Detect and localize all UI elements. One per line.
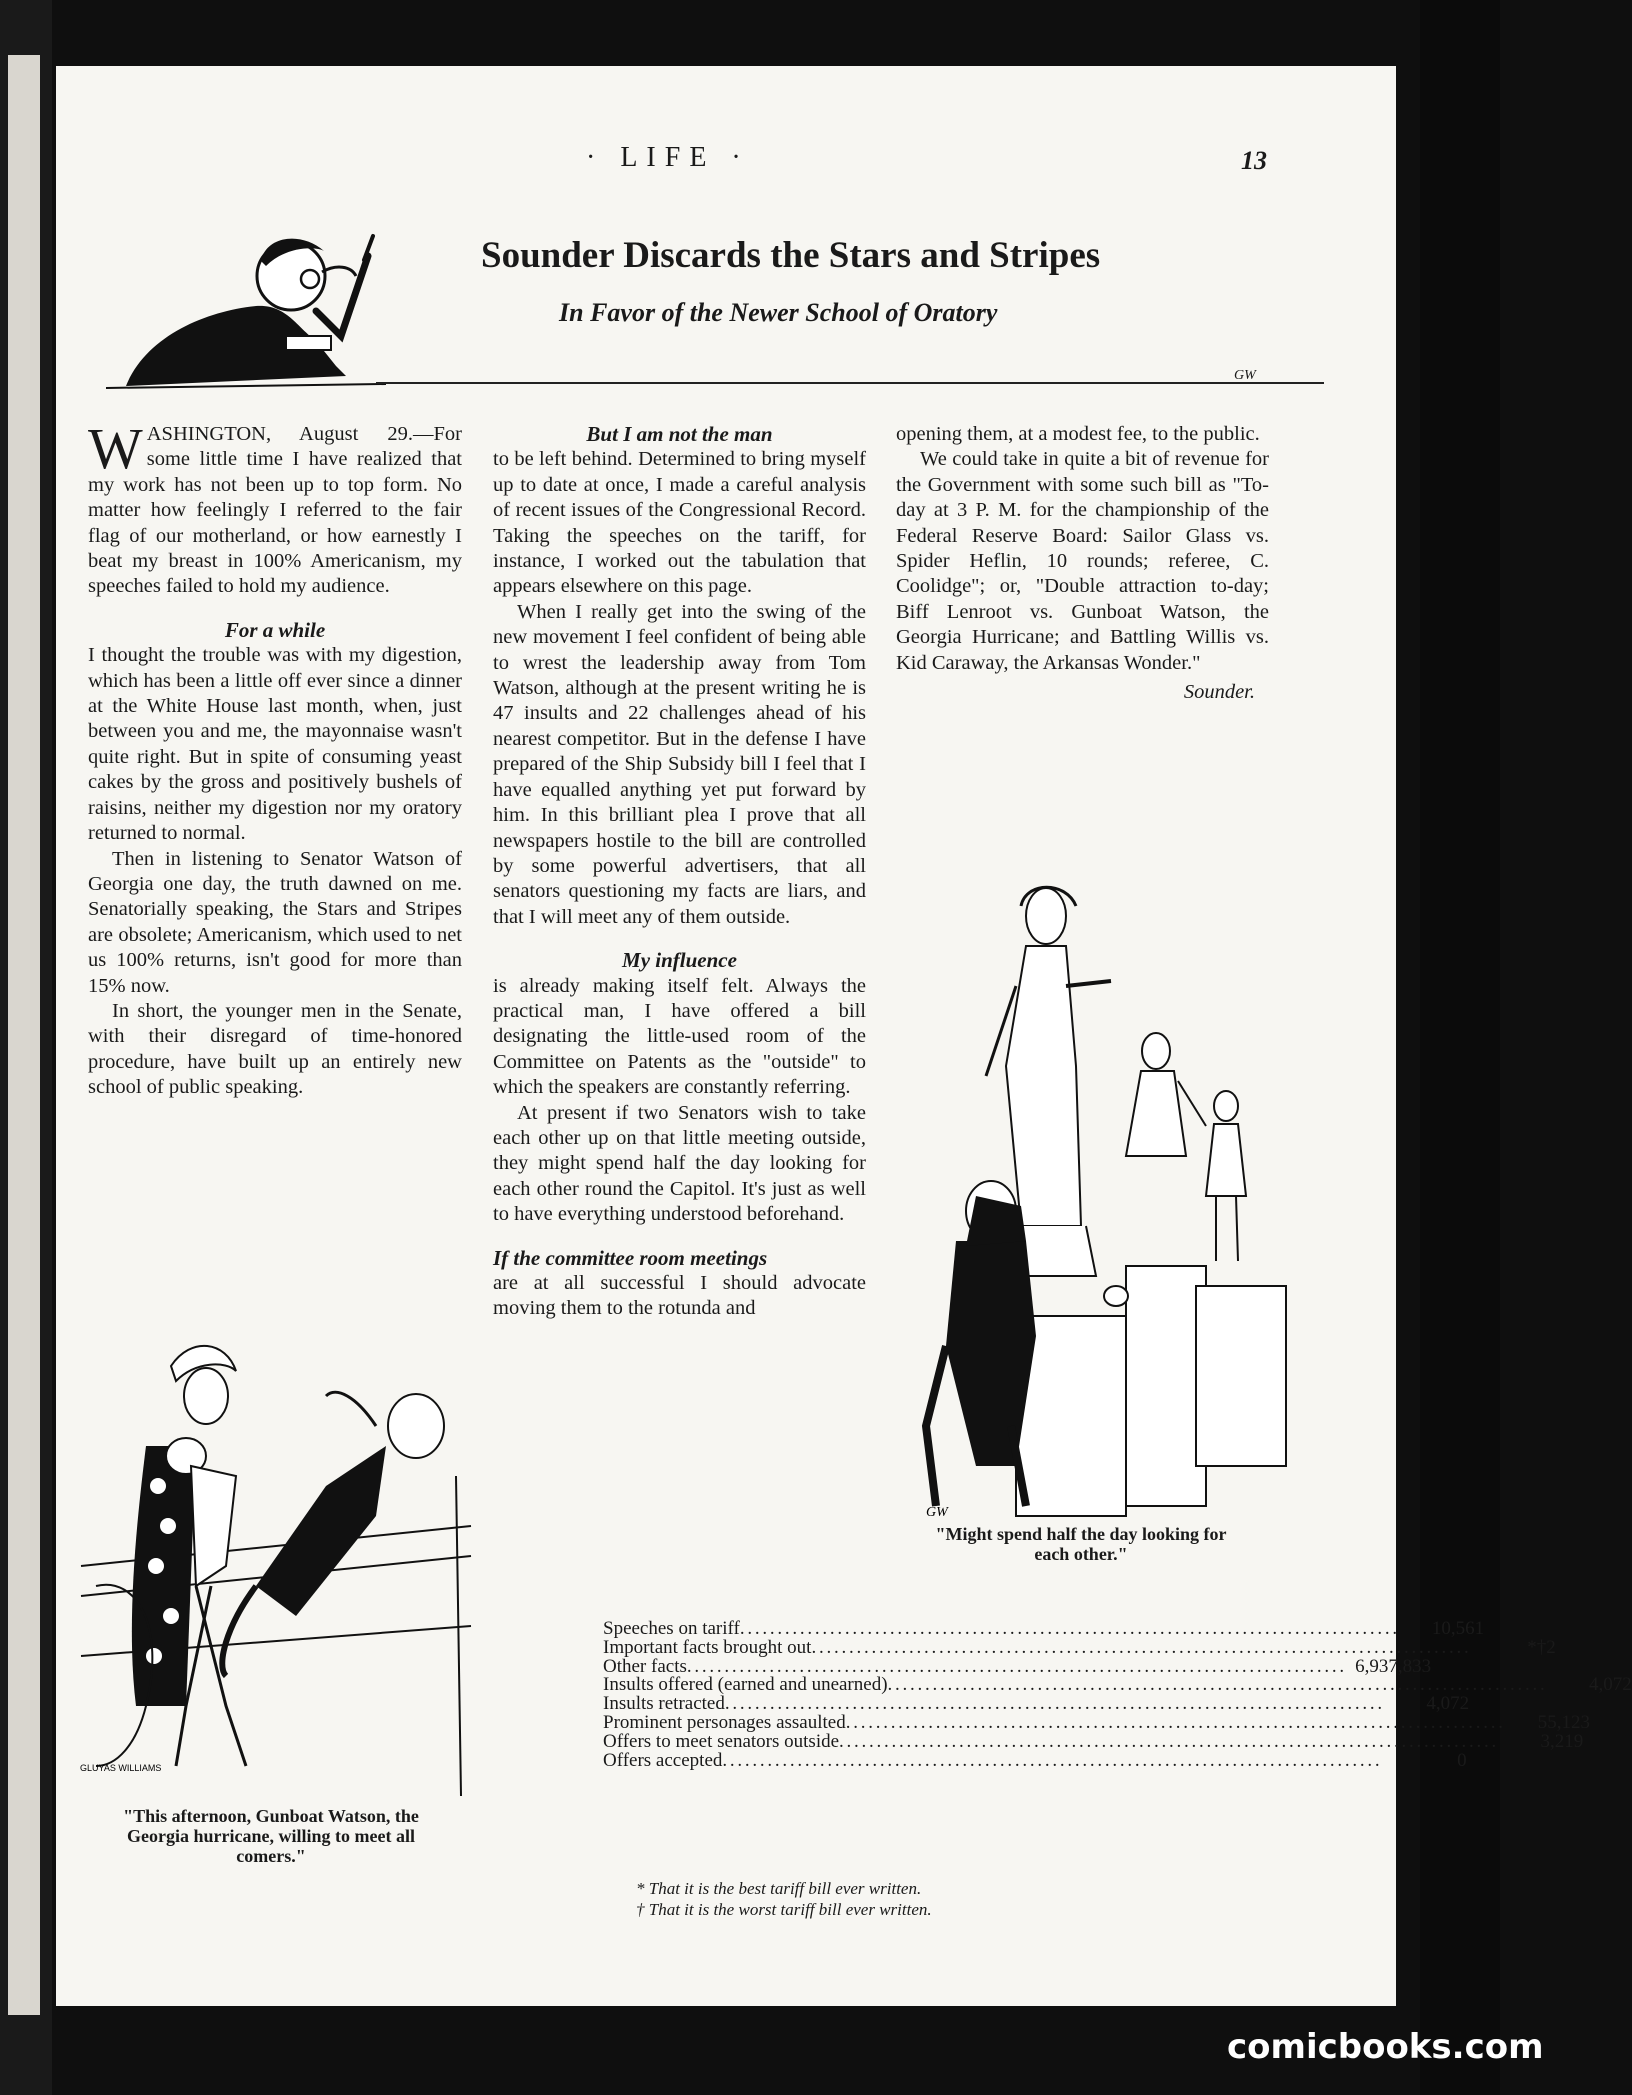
- paragraph: is already making itself felt. Always the practical man, I have offered a bill designating the little-used room of the Committee on Patents as the "outside" to which the speakers are constantly referring.: [493, 974, 866, 1099]
- boxing-illustration: [76, 1326, 476, 1796]
- row-value: 3,219: [1540, 1730, 1584, 1752]
- paragraph: ASHINGTON, August 29.—For some little time I have realized that my work has not been up to top form. No matter how feelingly I referred to the fair flag of our motherland, or how earnestly I beat my breast in 100% Americanism, my speeches failed to hold my audience.: [88, 423, 462, 598]
- author-signature: Sounder.: [1183, 681, 1255, 704]
- section-heading: For a while: [224, 617, 326, 642]
- artist-signature: GW: [926, 1505, 948, 1520]
- row-value: *†2: [1527, 1636, 1556, 1658]
- table-row: [603, 1636, 1556, 1658]
- orator-illustration: [86, 216, 386, 391]
- row-value: 0: [1457, 1749, 1467, 1771]
- statues-caption: "Might spend half the day looking for each other.": [935, 1524, 1227, 1564]
- row-value: 6,937,833: [1355, 1655, 1432, 1677]
- row-label: Insults offered (earned and unearned): [603, 1674, 888, 1696]
- paragraph: When I really get into the swing of the new movement I feel confident of being able to wrest the leadership away from Tom Watson, although at the present writing he is 47 insults and 22 challenges ahead of his nearest competitor. But in the defense I have prepared of the Ship Subsidy bill I feel that I have equalled anything yet put forward by him. In this brilliant plea I prove that all newspapers hostile to the bill are controlled by some powerful advertisers, that all senators questioning my facts are liars, and that I will meet any of them outside.: [493, 600, 866, 928]
- row-label: Important facts brought out: [603, 1636, 812, 1658]
- paragraph: I thought the trouble was with my digestion, which has been a little off ever since a dinner at the White House last month, when, just between you and me, the mayonnaise wasn't quite right. But in spite of consuming yeast cakes by the gross and positively bushels of raisins, neither my digestion nor my oratory returned to normal.: [88, 644, 462, 845]
- row-value: 4,072: [1426, 1693, 1470, 1715]
- article-column-2: [493, 422, 866, 1322]
- magazine-page: [56, 66, 1632, 2006]
- footnote: † That it is the worst tariff bill ever written.: [636, 1900, 932, 1919]
- section-heading: But I am not the man: [586, 422, 773, 446]
- row-label: Offers accepted: [603, 1749, 723, 1771]
- leader-dots: [846, 1714, 1502, 1733]
- leader-dots: [839, 1733, 1495, 1752]
- row-label: Speeches on tariff: [603, 1618, 740, 1639]
- article-column-3: [896, 422, 1269, 705]
- boxing-caption: "This afternoon, Gunboat Watson, the Georgia hurricane, willing to meet all comers.": [123, 1806, 419, 1866]
- article-title: Sounder Discards the Stars and Stripes: [481, 235, 1101, 276]
- table-row: [603, 1618, 1485, 1639]
- article-column-1: [88, 416, 462, 1101]
- paragraph: to be left behind. Determined to bring myself up to date at once, I made a careful analysis of recent issues of the Congressional Record. Taking the speeches on the tariff, for instance, I worked out the tabulation that appears elsewhere on this page.: [493, 448, 866, 598]
- table-row: [603, 1711, 1590, 1733]
- title-rule: [376, 382, 1324, 384]
- row-label: Prominent personages assaulted: [603, 1711, 846, 1733]
- paragraph: opening them, at a modest fee, to the public.: [896, 423, 1260, 445]
- table-row: [603, 1730, 1584, 1752]
- masthead: · LIFE ·: [586, 142, 750, 173]
- row-label: Insults retracted: [603, 1693, 725, 1715]
- statues-illustration: [916, 866, 1316, 1526]
- paragraph: Then in listening to Senator Watson of Georgia one day, the truth dawned on me. Senatorially speaking, the Stars and Stripes are obsolete; Americanism, which used to net us 100% returns, isn't good for more than 15% now.: [88, 847, 462, 997]
- drop-cap: W: [88, 416, 143, 481]
- facing-page-sliver: [8, 55, 40, 2015]
- paragraph: are at all successful I should advocate moving them to the rotunda and: [493, 1272, 866, 1320]
- watermark: comicbooks.com: [1227, 2027, 1544, 2067]
- footnote: * That it is the best tariff bill ever written.: [636, 1879, 922, 1898]
- paragraph: We could take in quite a bit of revenue for the Government with some such bill as "To-day at 3 P. M. for the championship of the Federal Reserve Board: Sailor Glass vs. Spider Heflin, 10 rounds; referee, C. Coolidge"; or, "Double attraction to-day; Biff Lenroot vs. Gunboat Watson, the Georgia Hurricane; and Battling Willis vs. Kid Caraway, the Arkansas Wonder.": [896, 448, 1269, 674]
- row-value: 10,561: [1431, 1618, 1485, 1639]
- row-value: 55,123: [1537, 1711, 1590, 1733]
- section-heading: If the committee room meetings: [493, 1245, 768, 1270]
- tabulation-table: [603, 1618, 1632, 1771]
- article-subtitle: In Favor of the Newer School of Oratory: [559, 298, 998, 327]
- leader-dots: [740, 1620, 1396, 1639]
- leader-dots: [811, 1639, 1467, 1658]
- page-number: 13: [1241, 146, 1267, 175]
- leader-dots: [722, 1752, 1378, 1771]
- row-value: 4,072: [1589, 1674, 1632, 1696]
- row-label: Other facts: [603, 1655, 687, 1677]
- row-label: Offers to meet senators outside: [603, 1730, 840, 1752]
- section-heading: My influence: [622, 948, 737, 973]
- binding-shadow: [1420, 0, 1500, 2095]
- footnotes: [636, 1878, 1196, 1920]
- paragraph: In short, the younger men in the Senate, with their disregard of time-honored procedure, have built up an entirely new school of public speaking.: [88, 999, 462, 1099]
- header-artist-mark: GW: [1234, 368, 1256, 383]
- artist-signature: GLUYAS WILLIAMS: [80, 1763, 162, 1773]
- table-row: [603, 1749, 1467, 1771]
- paragraph: At present if two Senators wish to take each other up on that little meeting outside, they might spend half the day looking for each other round the Capitol. It's just as well to have everything understood beforehand.: [493, 1101, 866, 1226]
